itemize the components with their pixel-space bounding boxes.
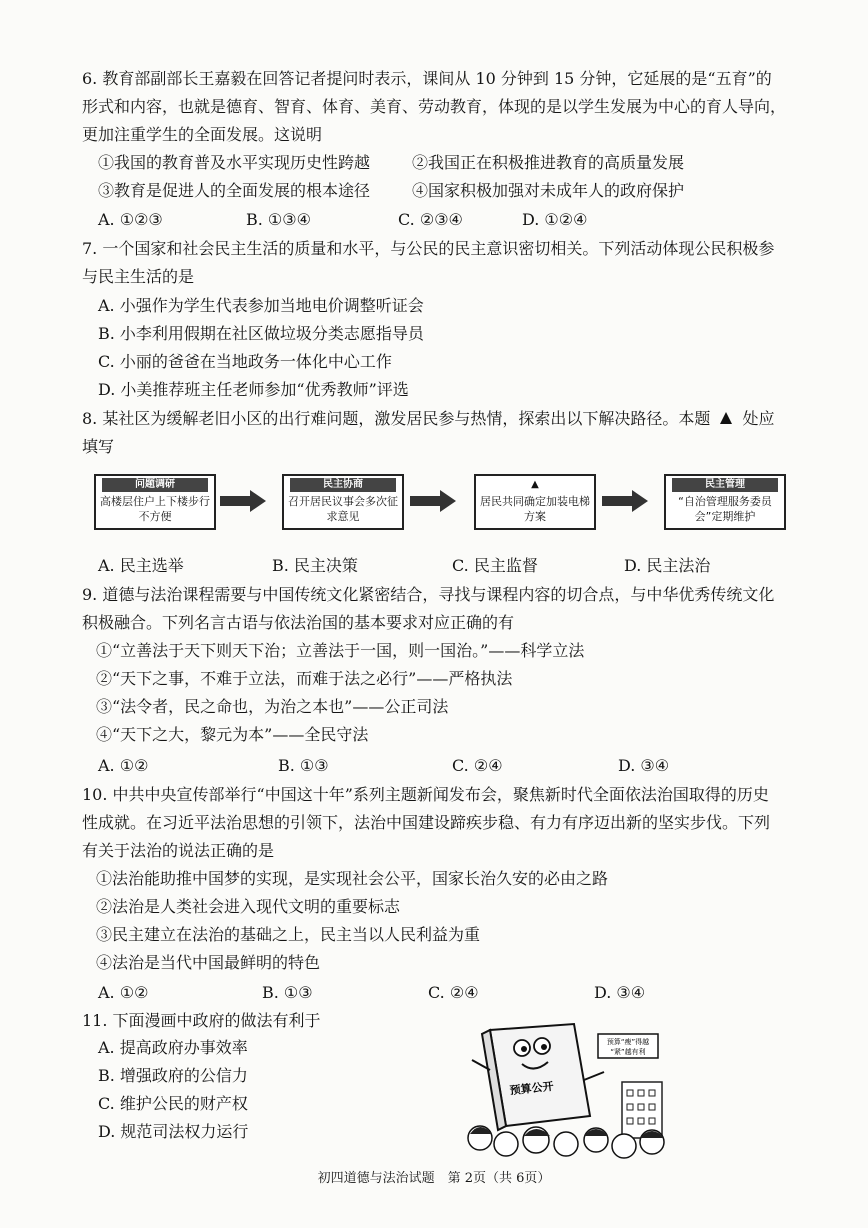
q7-option-a[interactable]: A. 小强作为学生代表参加当地电价调整听证会: [98, 296, 424, 315]
q10-stem-line-1: 10. 中共中央宣传部举行“中国这十年”系列主题新闻发布会，聚焦新时代全面依法治国取得的历史: [82, 785, 769, 804]
q11-option-c[interactable]: C. 维护公民的财产权: [98, 1094, 248, 1113]
cartoon-sign-line-1: 预算“瘦”得越: [606, 1038, 650, 1046]
q9-statement-2: ②“天下之事，不难于立法，而难于法之必行”——严格执法: [96, 669, 513, 688]
flow-arrow-2-icon: [410, 490, 456, 512]
q10-stem-line-2: 性成就。在习近平法治思想的引领下，法治中国建设蹄疾步稳、有力有序迈出新的坚实步伐。下列: [82, 813, 771, 832]
q8-option-c[interactable]: C. 民主监督: [452, 556, 538, 575]
flow-step-2-body: 召开居民议事会多次征求意见: [288, 495, 398, 523]
q9-option-c[interactable]: C. ②④: [452, 756, 503, 775]
q10-option-a[interactable]: A. ①②: [98, 983, 149, 1002]
q6-stem-line-3: 更加注重学生的全面发展。这说明: [82, 125, 323, 144]
q7-stem-line-1: 7. 一个国家和社会民主生活的质量和水平，与公民的民主意识密切相关。下列活动体现公民积极参: [82, 239, 775, 258]
q6-stem-line-2: 形式和内容，也就是德育、智育、体育、美育、劳动教育，体现的是以学生发展为中心的育人导向，: [82, 97, 787, 116]
q6-statement-1: ①我国的教育普及水平实现历史性跨越: [98, 153, 371, 172]
q8-option-b[interactable]: B. 民主决策: [272, 556, 358, 575]
q11-option-a[interactable]: A. 提高政府办事效率: [98, 1038, 248, 1057]
q6-stem-line-1: 6. 教育部副部长王嘉毅在回答记者提问时表示，课间从 10 分钟到 15 分钟，它延展的是“五育”的: [82, 69, 772, 88]
q10-statement-4: ④法治是当代中国最鲜明的特色: [96, 953, 321, 972]
flow-step-1-title: 问题调研: [102, 478, 208, 492]
q6-option-a[interactable]: A. ①②③: [98, 210, 163, 229]
flow-step-4-body: “自治管理服务委员会”定期维护: [678, 495, 772, 523]
page-footer: 初四道德与法治试题 第 2页（共 6页）: [317, 1171, 551, 1186]
q9-option-b[interactable]: B. ①③: [278, 756, 329, 775]
flow-arrow-3-icon: [602, 490, 648, 512]
flow-step-1: [94, 474, 216, 530]
q9-statement-4: ④“天下之大，黎元为本”——全民守法: [96, 725, 369, 744]
flow-step-2-title: 民主协商: [290, 478, 396, 492]
flow-step-3-title: ▲: [482, 478, 588, 492]
q10-option-c[interactable]: C. ②④: [428, 983, 479, 1002]
q11-option-d[interactable]: D. 规范司法权力运行: [98, 1122, 249, 1141]
q10-statement-2: ②法治是人类社会进入现代文明的重要标志: [96, 897, 401, 916]
q9-option-a[interactable]: A. ①②: [98, 756, 149, 775]
q6-option-c[interactable]: C. ②③④: [398, 210, 463, 229]
q6-option-d[interactable]: D. ①②④: [522, 210, 588, 229]
q10-option-b[interactable]: B. ①③: [262, 983, 313, 1002]
q7-stem-line-2: 与民主生活的是: [82, 267, 195, 286]
flow-step-2: [282, 474, 404, 530]
q9-stem-line-1: 9. 道德与法治课程需要与中国传统文化紧密结合，寻找与课程内容的切合点，与中华优秀传统文化: [82, 585, 775, 604]
flow-step-3: [474, 474, 596, 530]
q8-stem-tail: 处应: [742, 409, 775, 428]
q10-option-d[interactable]: D. ③④: [594, 983, 646, 1002]
q6-option-b[interactable]: B. ①③④: [246, 210, 311, 229]
q8-option-a[interactable]: A. 民主选举: [98, 556, 184, 575]
q9-statement-1: ①“立善法于天下则天下治；立善法于一国，则一国治。”——科学立法: [96, 641, 585, 660]
flow-step-4-title: 民主管理: [672, 478, 778, 492]
flow-arrow-1-icon: [220, 490, 266, 512]
budget-disclosure-cartoon: [462, 1020, 678, 1160]
q10-stem-line-3: 有关于法治的说法正确的是: [82, 841, 275, 860]
flow-step-1-body: 高楼层住户上下楼步行不方便: [100, 495, 210, 523]
cartoon-sign-line-2: “紧”越有利: [610, 1048, 646, 1056]
q7-option-d[interactable]: D. 小美推荐班主任老师参加“优秀教师”评选: [98, 380, 409, 399]
triangle-placeholder-icon: [719, 409, 733, 431]
q8-option-d[interactable]: D. 民主法治: [624, 556, 711, 575]
q8-stem-line-2: 填写: [82, 437, 115, 456]
q10-statement-1: ①法治能助推中国梦的实现，是实现社会公平，国家长治久安的必由之路: [96, 869, 609, 888]
q9-option-d[interactable]: D. ③④: [618, 756, 670, 775]
flow-step-4: [664, 474, 786, 530]
q8-flow-diagram: [94, 474, 794, 536]
q6-statement-2: ②我国正在积极推进教育的高质量发展: [412, 153, 685, 172]
q8-stem-line-1: [82, 408, 775, 431]
q10-statement-3: ③民主建立在法治的基础之上，民主当以人民利益为重: [96, 925, 481, 944]
q6-statement-4: ④国家积极加强对未成年人的政府保护: [412, 181, 685, 200]
cartoon-book-title: 预算公开: [509, 1079, 555, 1098]
q8-stem-text: 8. 某社区为缓解老旧小区的出行难问题，激发居民参与热情，探索出以下解决路径。本题: [82, 409, 711, 428]
q9-stem-line-2: 积极融合。下列名言古语与依法治国的基本要求对应正确的有: [82, 613, 515, 632]
q7-option-c[interactable]: C. 小丽的爸爸在当地政务一体化中心工作: [98, 352, 392, 371]
q9-statement-3: ③“法令者，民之命也，为治之本也”——公正司法: [96, 697, 449, 716]
q6-statement-3: ③教育是促进人的全面发展的根本途径: [98, 181, 371, 200]
q11-option-b[interactable]: B. 增强政府的公信力: [98, 1066, 248, 1085]
flow-step-3-body: 居民共同确定加装电梯方案: [480, 495, 590, 523]
q11-stem: 11. 下面漫画中政府的做法有利于: [82, 1011, 321, 1030]
q7-option-b[interactable]: B. 小李利用假期在社区做垃圾分类志愿指导员: [98, 324, 424, 343]
